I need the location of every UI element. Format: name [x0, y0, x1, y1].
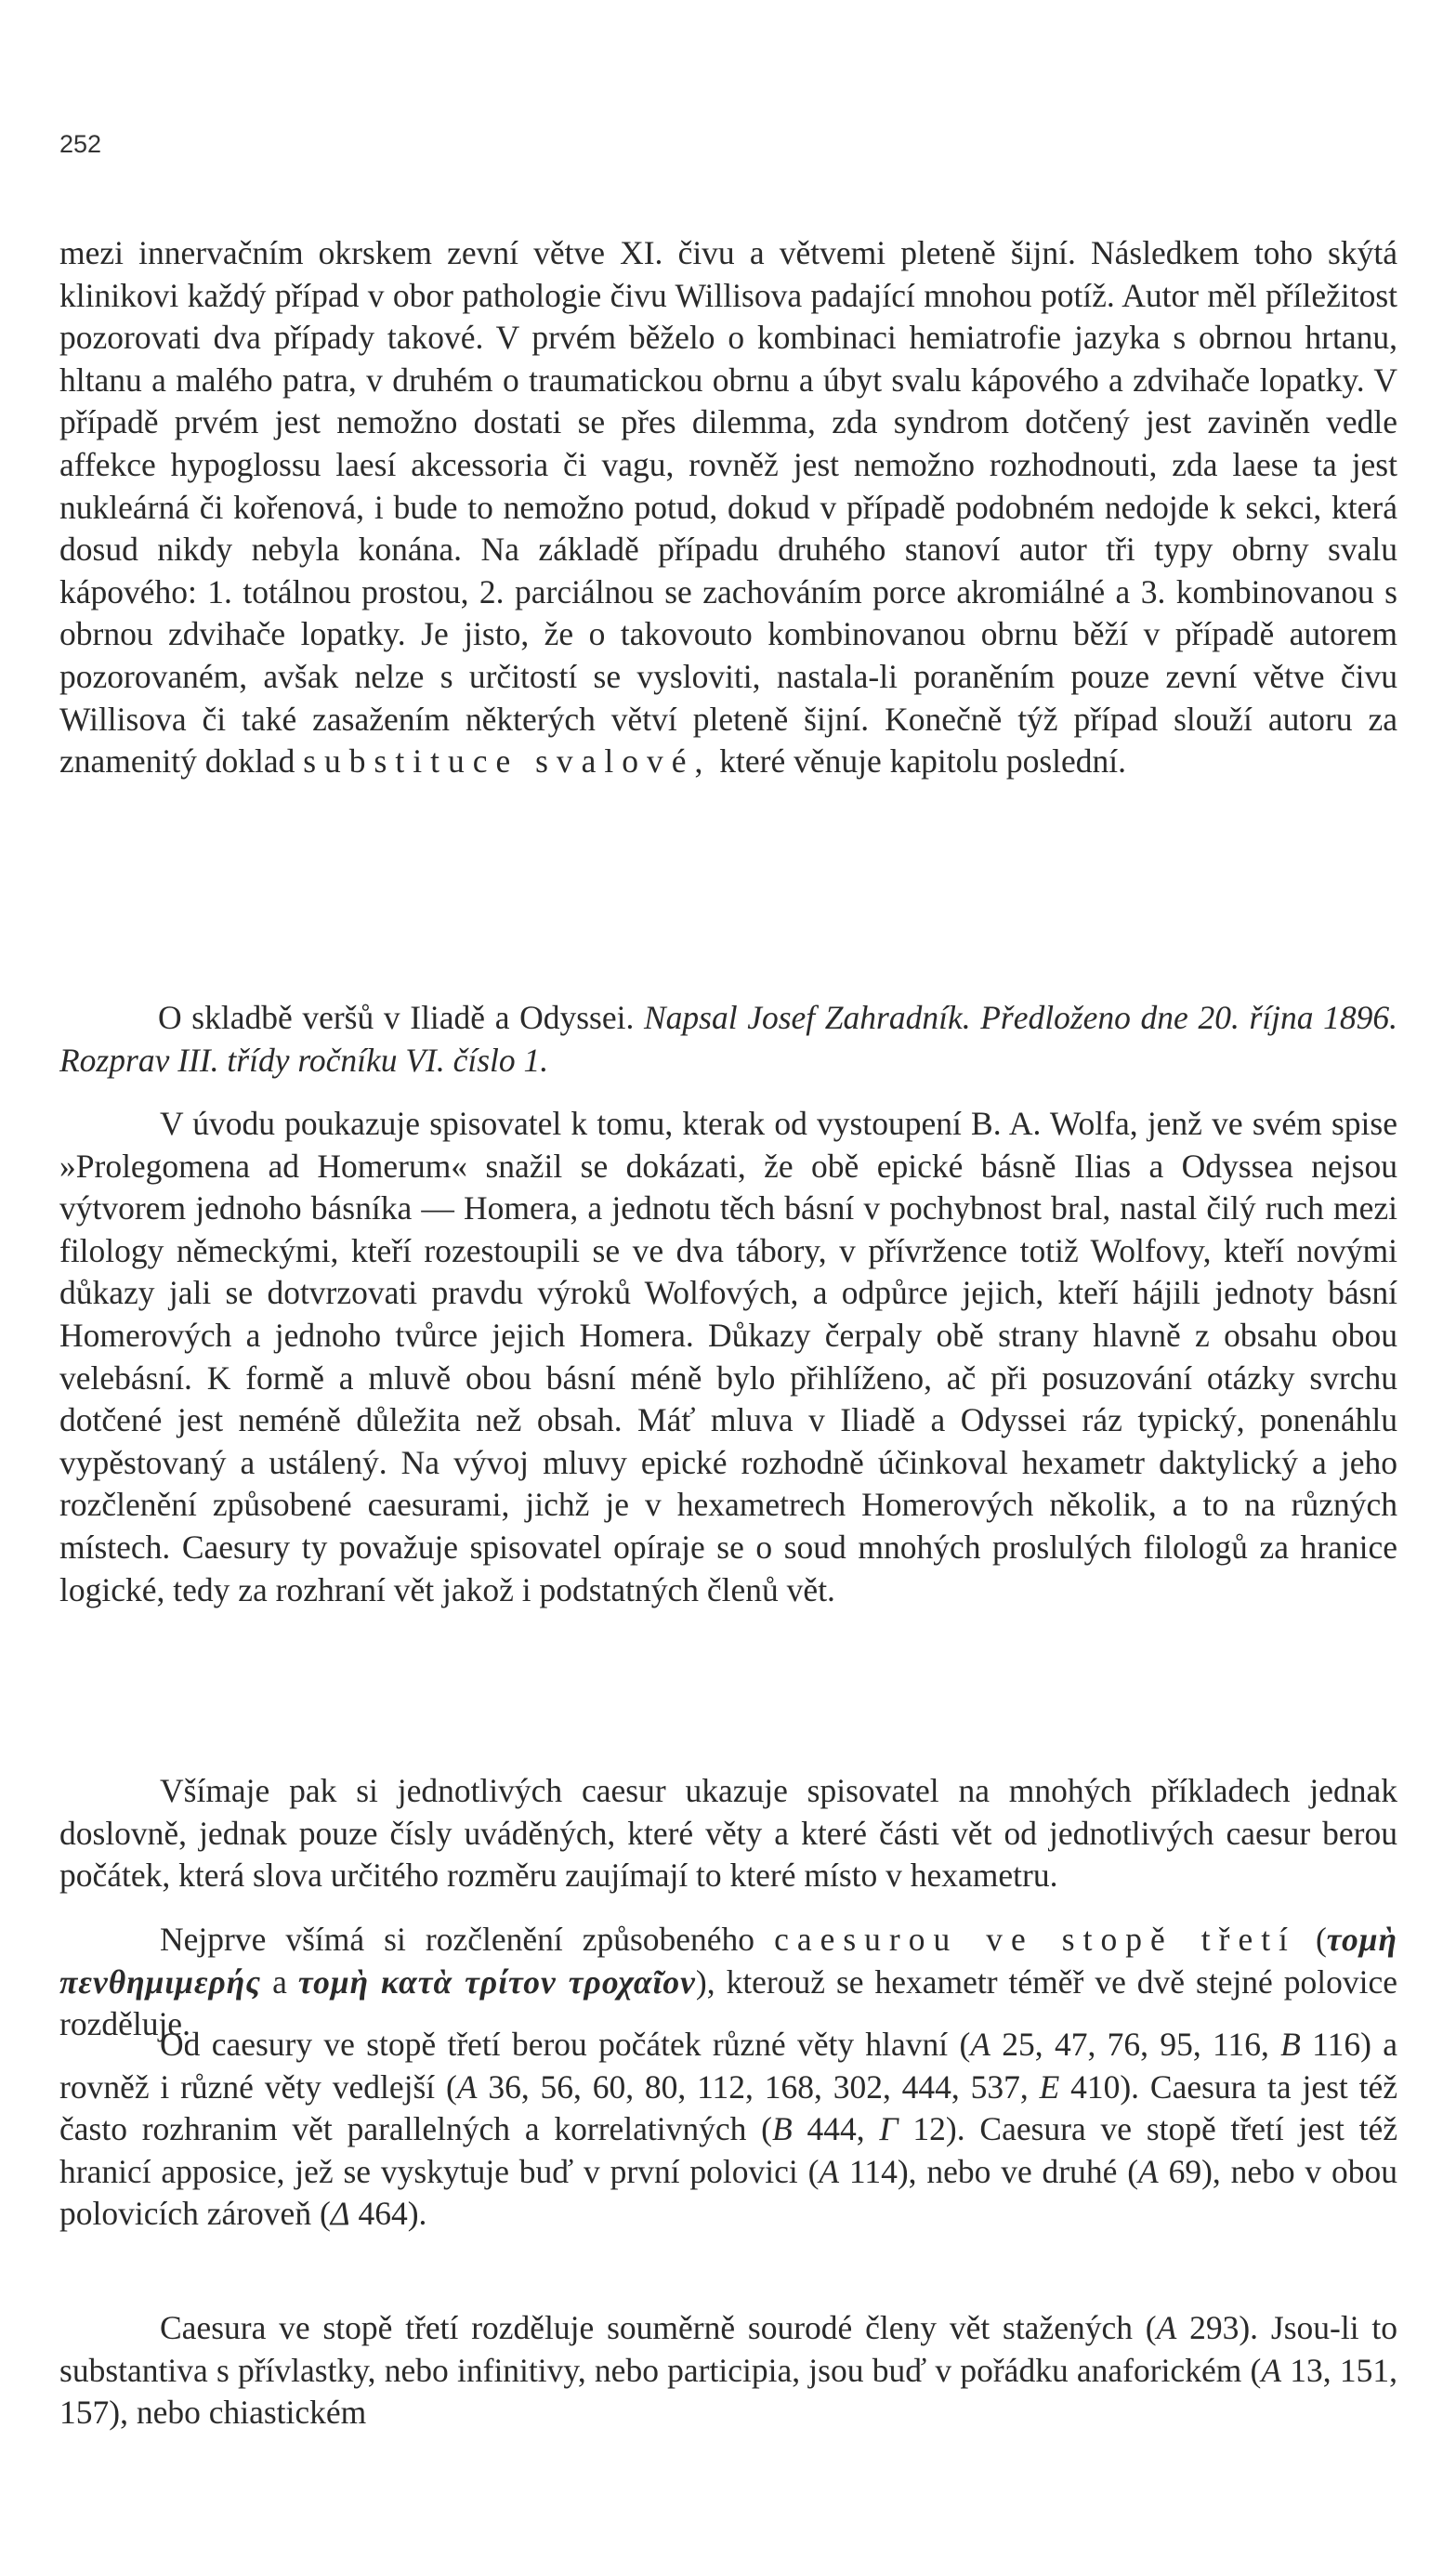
review-paragraph-end [59, 232, 1397, 783]
text: 410). Caesura ta jest též často rozhranim vět parallelných a korrelativných ( [59, 2067, 1398, 2148]
book-ref: A [1156, 2309, 1177, 2346]
text: Od caesury ve stopě třetí berou počátek různé věty hlavní ( [160, 2026, 971, 2063]
book-ref: E [1039, 2067, 1060, 2106]
paragraph-text-end: které věnuje kapitolu poslední. [719, 742, 1127, 781]
text: 464). [349, 2195, 427, 2233]
text: 293). Jsou-li to substantiva s přívlastky, nebo infinitivy, nebo participia, jsou buď v pořádku anaforickém ( [59, 2309, 1397, 2389]
conjunction: a [272, 1962, 287, 2001]
book-ref: B [1280, 2026, 1301, 2063]
text: 444, [792, 2110, 880, 2148]
paragraph-caesurae: Všímaje pak si jednotlivých caesur ukazuje spisovatel na mnohých příkladech jednak doslovně, jednak pouze čísly uváděných, které věty a které části vět od jednotlivých caesur berou počátek, která slova určitého rozměru zaujímají to které místo v hexametru. [59, 1772, 1397, 1895]
page-number: 252 [59, 130, 102, 158]
book-ref: Γ [879, 2110, 899, 2148]
book-ref: A [1138, 2152, 1159, 2190]
paren: ( [1315, 1921, 1327, 1958]
text: 12). Caesura ve stopě třetí jest též hranicí apposice, jež se vyskytuje buď v první polovici ( [59, 2110, 1397, 2190]
paragraph-text: mezi innervačním okrskem zevní větve XI. čivu a větvemi pleteně šijní. Následkem toho skýtá klinikovi každý případ v obor pathologie čivu Willisova padající mnohou potíž. Autor měl příležitost pozorovati dva případy takové. V prvém běželo o kombinaci hemiatrofie jazyka s obrnou hrtanu, hltanu a malého patra, v druhém o traumatickou obrnu a úbyt svalu kápového a zdvihače lopatky. V případě prvém jest nemožno dostati se přes dilemma, zda syndrom dotčený jest zaviněn vedle affekce hypoglossu laesí akcessoria či vagu, rovněž jest nemožno rozhodnouti, zda laese ta jest nukleárná či kořenová, i bude to nemožno potud, dokud v případě podobném nedojde k sekci, která dosud nikdy nebyla konána. Na základě případu druhého stanoví autor tři typy obrny svalu kápového: 1. totálnou prostou, 2. parciálnou se zachováním porce akromiálné a 3. kombinovanou s obrnou zdvihače lopatky. Je jisto, že o takovouto kombinovanou obrnu běží v případě autorem pozorovaném, avšak nelze s určitostí se vysloviti, nastala-li poraněním pouze zevní větve čivu Willisova či také zasažením některých větví pleteně šijní. Konečně týž případ slouží autoru za znamenitý doklad [59, 234, 1397, 781]
article-byline: Napsal Josef Zahradník. Předloženo dne 20. října 1896. Rozprav III. třídy ročníku VI. číslo 1. [59, 999, 1397, 1079]
greek-term: τομὴ κατὰ τρίτον τροχαῖον [297, 1962, 696, 2001]
paragraph-text: Nejprve všímá si rozčlenění způsobeného [160, 1921, 755, 1958]
book-ref: A [1261, 2351, 1282, 2389]
paragraph-intro: V úvodu poukazuje spisovatel k tomu, kterak od vystoupení B. A. Wolfa, jenž ve svém spise »Prolegomena ad Homerum« snažil se dokázati, že obě epické básně Ilias a Odyssea nejsou výtvorem jednoho básníka — Homera, a jednotu těch básní v pochybnost bral, nastal čilý ruch mezi filology německými, kteří rozestoupili se ve dva tábory, v přívržence totiž Wolfovy, kteří novými důkazy jali se dotvrzovati pravdu výroků Wolfových, a odpůrce jejich, kteří hájili jednoty básní Homerových a jednoho tvůrce jejich Homera. Důkazy čerpaly obě strany hlavně z obsahu obou velebásní. K formě a mluvě obou básní méně bylo přihlíženo, ač při posuzování otázky svrchu dotčené jest neméně důležita než obsah. Máť mluva v Iliadě a Odyssei ráz typický, ponenáhlu vypěstovaný a ustálený. Na vývoj mluvy epické rozhodně účinkoval hexametr daktylický a jeho rozčlenění způsobené caesurami, jichž je v hexametrech Homerových několik, a to na různých místech. Caesury ty považuje spisovatel opíraje se o soud mnohých proslulých filologů za hranice logické, tedy za rozhraní vět jakož i podstatných členů vět. [59, 1105, 1397, 1608]
text: 69), nebo v obou polovicích zároveň ( [59, 2152, 1398, 2233]
book-ref: A [970, 2026, 990, 2063]
spaced-emphasis: substituce svalové, [303, 742, 712, 781]
paragraph-text: ), kterouž se hexametr téměř ve dvě stejné polovice rozděluje. [59, 1962, 1398, 2043]
spaced-emphasis: caesurou ve stopě třetí [774, 1921, 1296, 1958]
paragraph-examples [59, 2024, 1397, 2236]
text: 116) a rovněž i různé věty vedlejší ( [59, 2026, 1398, 2106]
book-ref: A [456, 2067, 478, 2106]
text: 13, 151, 157), nebo chiastickém [59, 2351, 1397, 2432]
text: 25, 47, 76, 95, 116, [990, 2026, 1281, 2063]
greek-term: τομὴ πενθημιμερής [59, 1921, 1398, 2001]
book-ref: Δ [330, 2195, 350, 2233]
article-heading [59, 996, 1397, 1082]
text: Caesura ve stopě třetí rozděluje souměrně sourodé členy vět stažených ( [160, 2309, 1157, 2346]
text: 36, 56, 60, 80, 112, 168, 302, 444, 537, [477, 2067, 1040, 2106]
text: 114), nebo ve druhé ( [839, 2152, 1139, 2190]
article-title: O skladbě veršů v Iliadě a Odyssei. [158, 999, 635, 1036]
book-ref: A [819, 2152, 840, 2190]
book-ref: B [772, 2110, 793, 2148]
paragraph-symmetric [59, 2307, 1397, 2434]
